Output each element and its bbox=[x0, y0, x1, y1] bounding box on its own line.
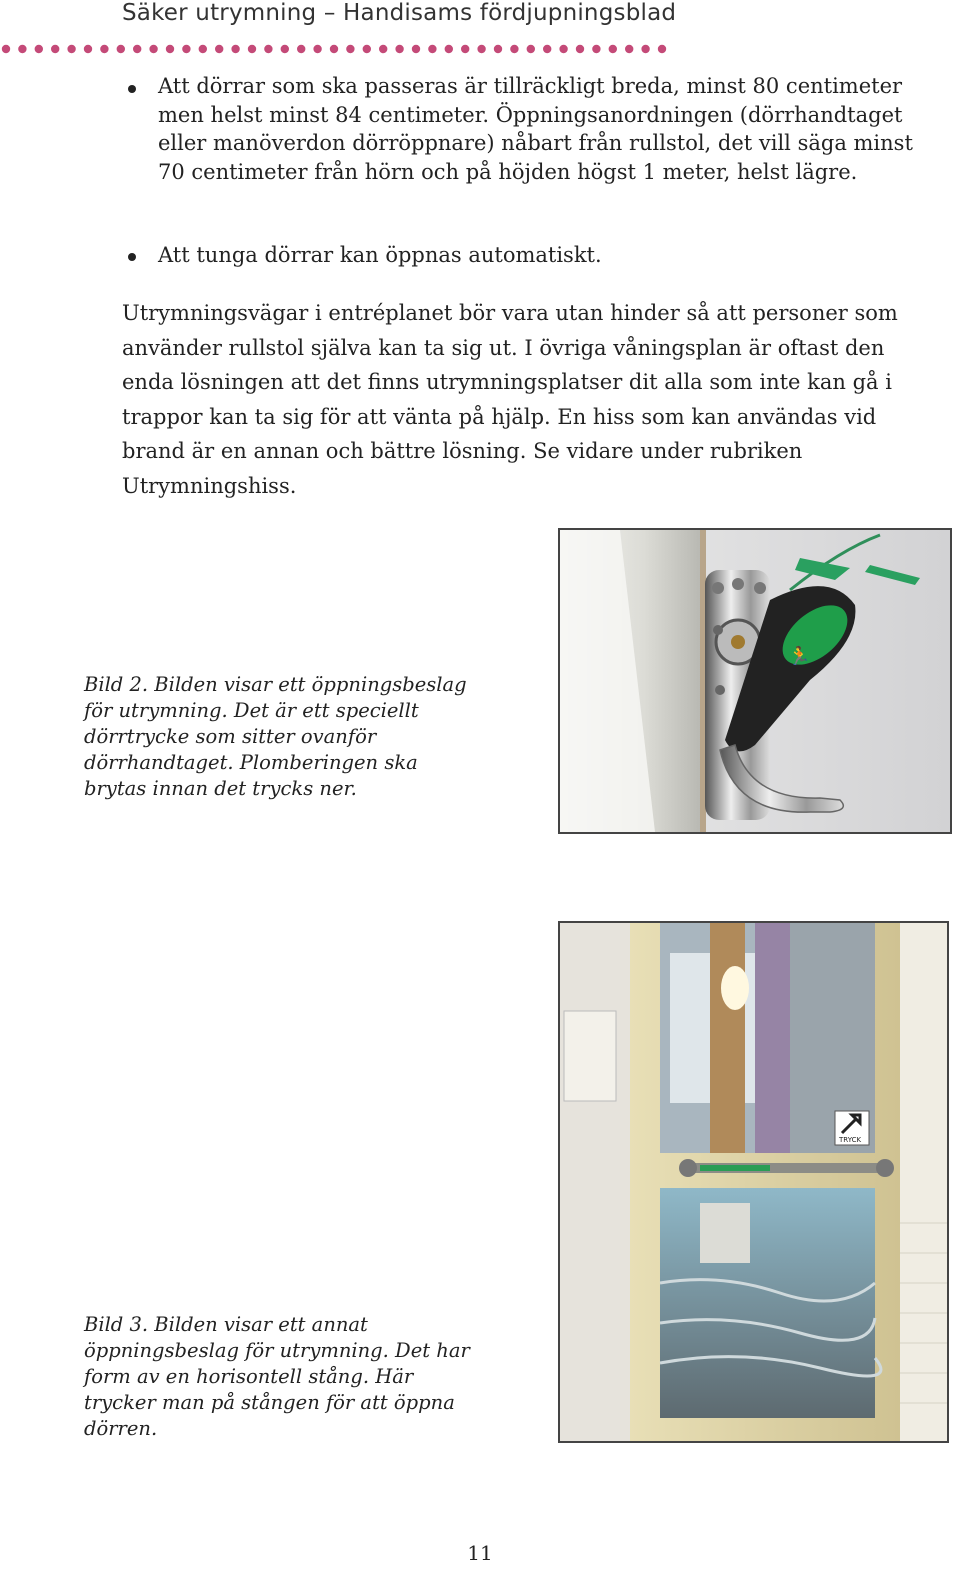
rule-dot bbox=[330, 45, 338, 53]
tryck-sign-text: TRYCK bbox=[839, 1136, 862, 1144]
rule-dot bbox=[346, 45, 354, 53]
rule-dot bbox=[363, 45, 371, 53]
rule-dot bbox=[231, 45, 239, 53]
rule-dot bbox=[379, 45, 387, 53]
caption-line: trycker man på stången för att öppna bbox=[84, 1391, 455, 1414]
caption-line: brytas innan det trycks ner. bbox=[84, 777, 357, 800]
dotted-rule bbox=[0, 44, 680, 54]
rule-dot bbox=[84, 45, 92, 53]
caption-line: form av en horisontell stång. Här bbox=[84, 1365, 414, 1388]
bullet-item: Att dörrar som ska passeras är tillräckligt breda, minst 80 centimeter men helst minst 84 centimeter. Öppningsanordningen (dörrhandtaget eller manöverdon dörröppnare) nåbart från rullstol, det vill säga minst 70 centimeter från hörn och på höjden högst 1 meter, helst lägre. bbox=[158, 74, 913, 184]
rule-dot bbox=[395, 45, 403, 53]
rule-dot bbox=[35, 45, 43, 53]
caption-line: för utrymning. Det är ett speciellt bbox=[84, 699, 419, 722]
rule-dot bbox=[428, 45, 436, 53]
rule-dot bbox=[510, 45, 518, 53]
rule-dot bbox=[592, 45, 600, 53]
rule-dot bbox=[559, 45, 567, 53]
rule-dot bbox=[297, 45, 305, 53]
page-number: 11 bbox=[467, 1541, 493, 1565]
door-handle-illustration bbox=[560, 530, 950, 832]
photo-push-bar-door bbox=[558, 921, 949, 1443]
rule-dot bbox=[117, 45, 125, 53]
running-header: Säker utrymning – Handisams fördjupningsblad bbox=[122, 0, 677, 26]
rule-dot bbox=[281, 45, 289, 53]
svg-text:🏃: 🏃 bbox=[788, 646, 811, 667]
rule-dot bbox=[133, 45, 141, 53]
rule-dot bbox=[248, 45, 256, 53]
caption-line: Bild 3. Bilden visar ett annat bbox=[84, 1313, 368, 1336]
rule-dot bbox=[182, 45, 190, 53]
rule-dot bbox=[625, 45, 633, 53]
rule-dot bbox=[412, 45, 420, 53]
rule-dot bbox=[576, 45, 584, 53]
rule-dot bbox=[51, 45, 59, 53]
bullet-item: Att tunga dörrar kan öppnas automatiskt. bbox=[158, 243, 602, 267]
rule-dot bbox=[609, 45, 617, 53]
rule-dot bbox=[445, 45, 453, 53]
bullet-marker bbox=[128, 85, 136, 93]
rule-dot bbox=[100, 45, 108, 53]
rule-dot bbox=[149, 45, 157, 53]
caption-line: dörrhandtaget. Plomberingen ska bbox=[84, 751, 418, 774]
push-bar-door-illustration bbox=[560, 923, 947, 1441]
figure-caption bbox=[84, 1312, 534, 1442]
caption-line: dörrtrycke som sitter ovanför bbox=[84, 725, 377, 748]
rule-dot bbox=[215, 45, 223, 53]
body-paragraph: Utrymningsvägar i entréplanet bör vara utan hinder så att personer som använder rullstol själva kan ta sig ut. I övriga våningsplan är oftast den enda lösningen att det finns utrymningsplatser dit alla som inte kan gå i trappor kan ta sig för att vänta på hjälp. En hiss som kan användas vid brand är en annan och bättre lösning. Se vidare under rubriken Utrymningshiss. bbox=[122, 301, 898, 498]
caption-line: dörren. bbox=[84, 1417, 158, 1440]
photo-door-handle bbox=[558, 528, 952, 834]
caption-line: Bild 2. Bilden visar ett öppningsbeslag bbox=[84, 673, 467, 696]
rule-dot bbox=[527, 45, 535, 53]
rule-dot bbox=[461, 45, 469, 53]
rule-dot bbox=[641, 45, 649, 53]
rule-dot bbox=[18, 45, 26, 53]
rule-dot bbox=[543, 45, 551, 53]
rule-dot bbox=[264, 45, 272, 53]
rule-dot bbox=[313, 45, 321, 53]
rule-dot bbox=[658, 45, 666, 53]
figure-caption bbox=[84, 672, 534, 802]
caption-line: öppningsbeslag för utrymning. Det har bbox=[84, 1339, 470, 1362]
rule-dot bbox=[199, 45, 207, 53]
rule-dot bbox=[2, 45, 10, 53]
rule-dot bbox=[67, 45, 75, 53]
rule-dot bbox=[166, 45, 174, 53]
rule-dot bbox=[477, 45, 485, 53]
bullet-marker bbox=[128, 253, 136, 261]
rule-dot bbox=[494, 45, 502, 53]
